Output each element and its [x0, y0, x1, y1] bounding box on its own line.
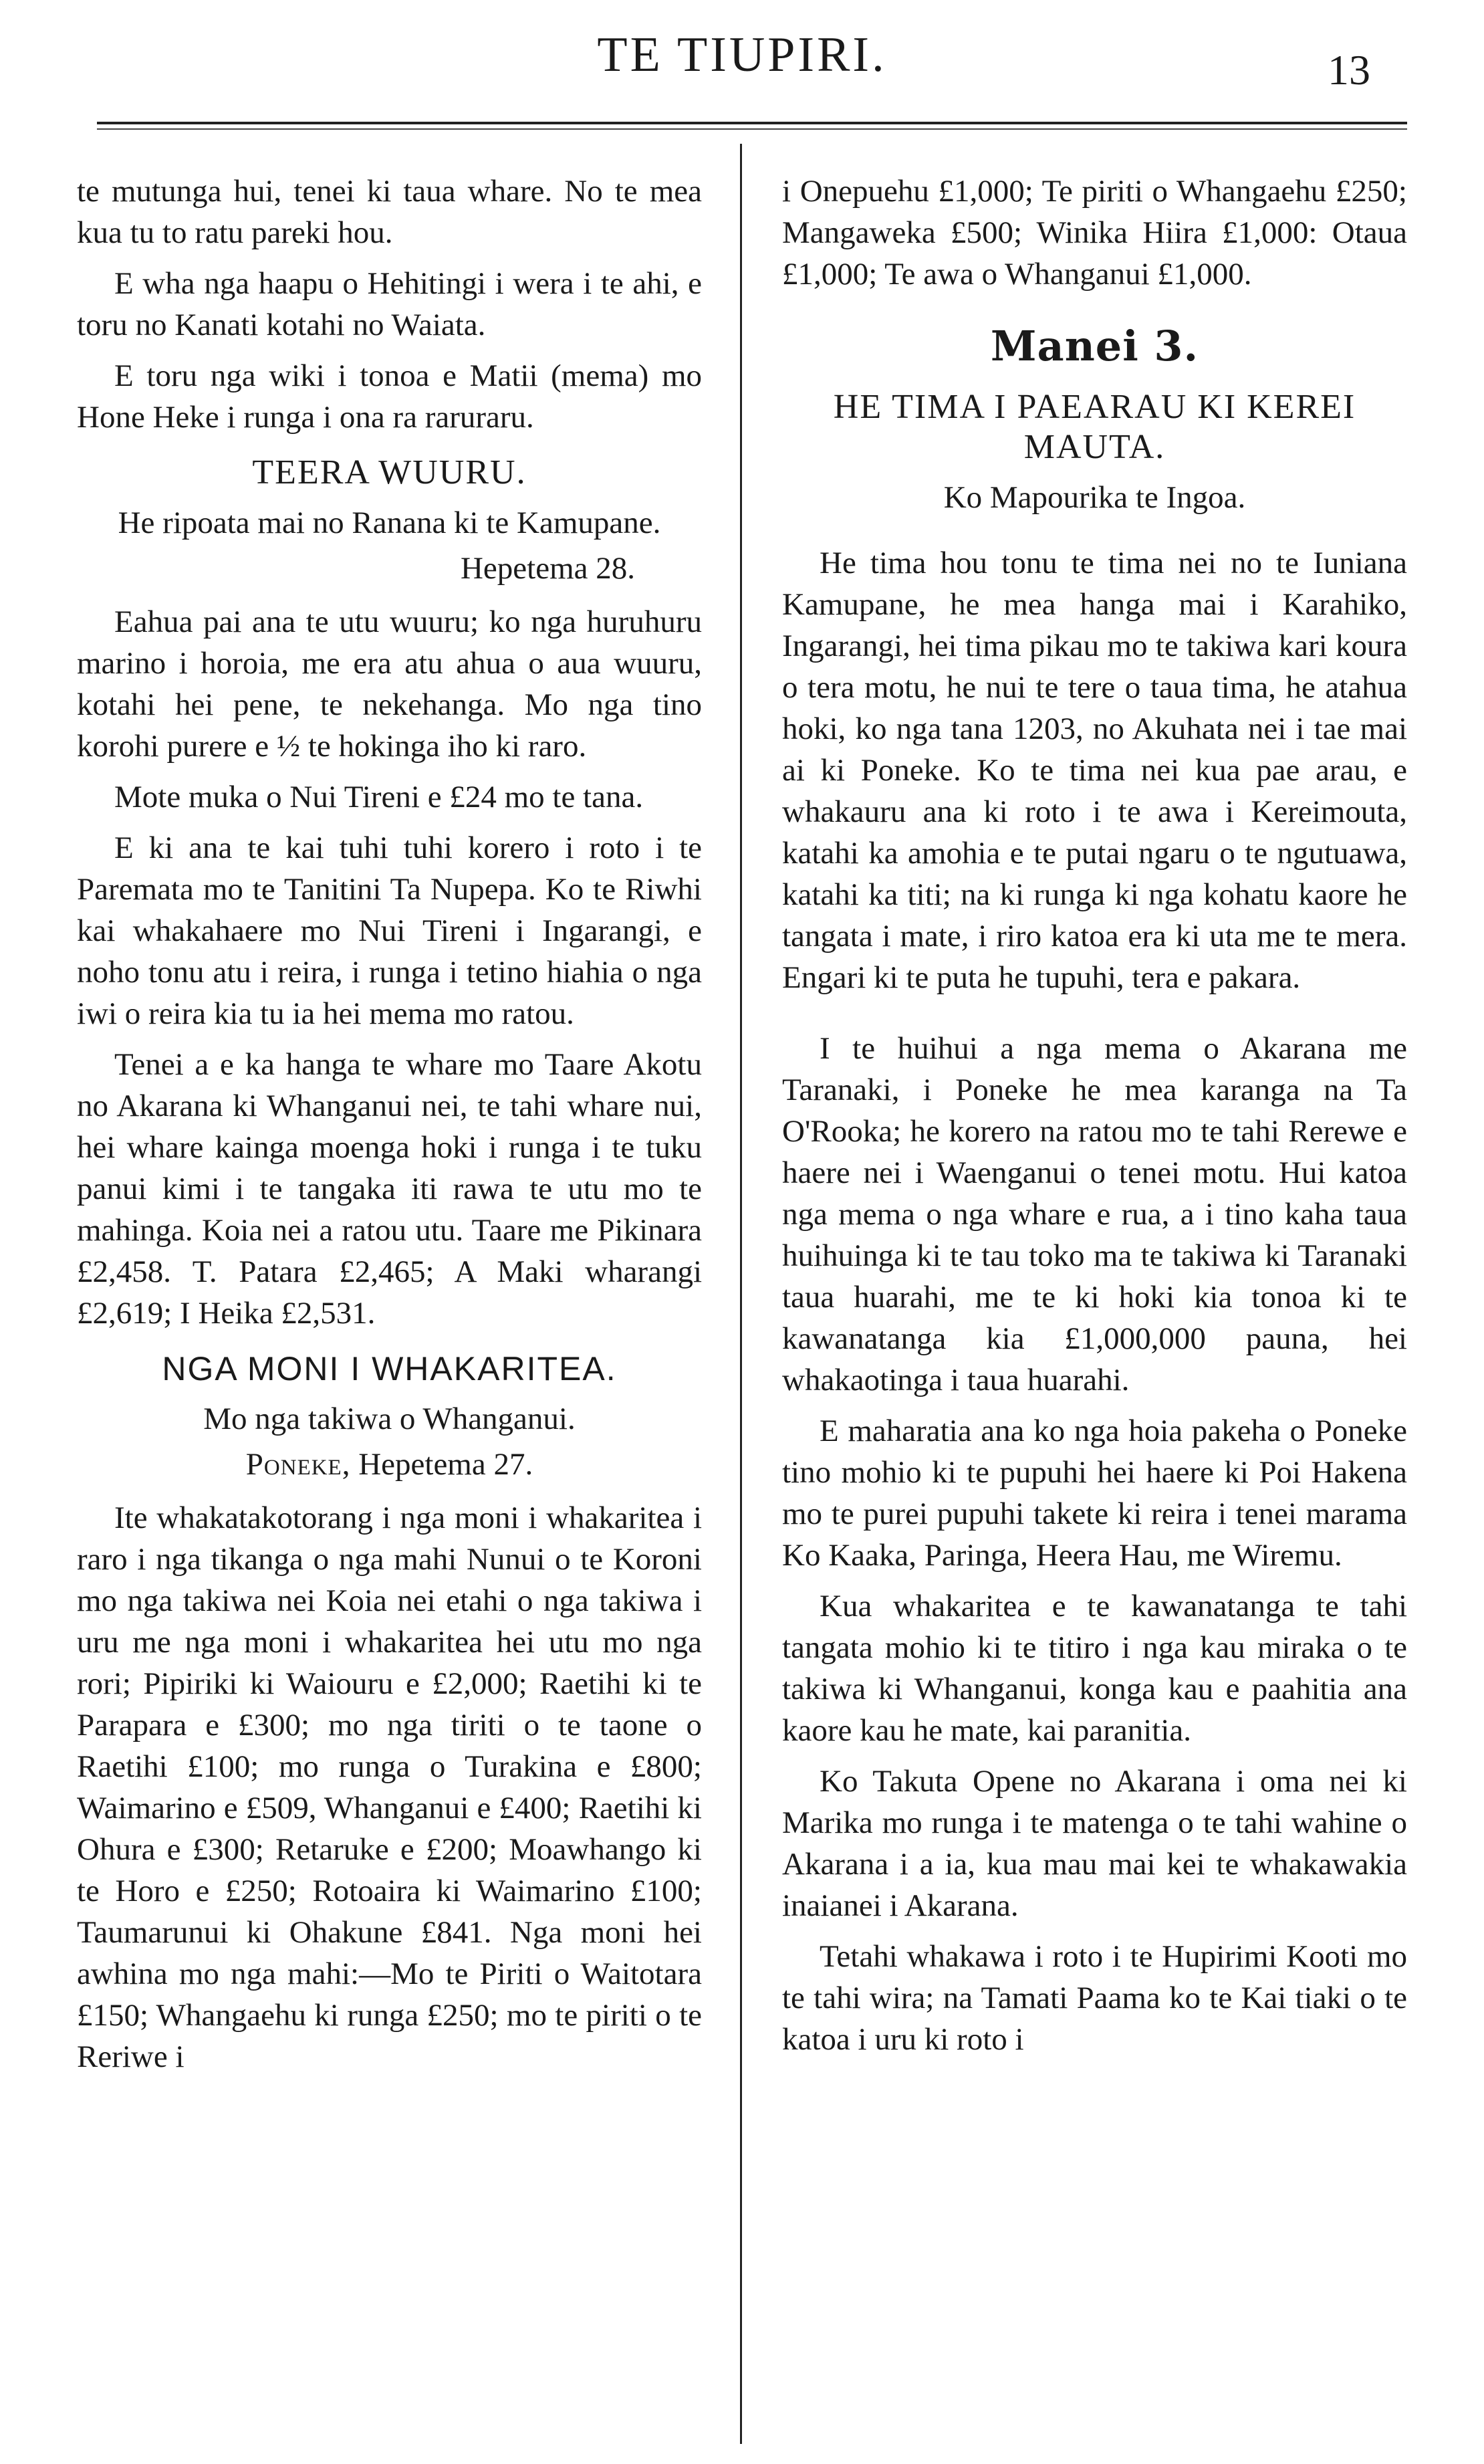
- paragraph: I te huihui a nga mema o Akarana me Taranaki, i Poneke he mea karanga na Ta O'Rooka; he korero na ratou mo te tahi Rerewe e haere nei i Waenganui o tenei motu. Hui katoa nga mema o nga whare e rua, a i tino kaha taua huihuinga ki te tau toko ma te takiwa ki Taranaki taua huarahi, me te ki hoki kia tonoa ki te kawanatanga kia £1,000,000 pauna, hei whakaotinga i taua huarahi.: [782, 1031, 1407, 1397]
- section-subhead: He ripoata mai no Ranana ki te Kamupane.: [118, 506, 661, 540]
- paragraph: Tenei a e ka hanga te whare mo Taare Akotu no Akarana ki Whanganui nei, te tahi whare nui, hei whare kainga moenga hoki i runga i te tuku panui kimi i te tangaka iti rawa te utu mo te mahinga. Koia nei a ratou utu. Taare me Pikinara £2,458. T. Patara £2,465; A Maki wharangi £2,619; I Heika £2,531.: [77, 1047, 702, 1331]
- section-subhead: Mo nga takiwa o Whanganui.: [203, 1402, 576, 1436]
- dateline-place: Poneke,: [245, 1447, 351, 1482]
- paragraph: Ko Takuta Opene no Akarana i oma nei ki Marika mo runga i te matenga o te tahi wahine o Akarana i a ia, kua mau mai kei te whakawakia inaianei i Akarana.: [782, 1764, 1407, 1923]
- paragraph: Tetahi whakawa i roto i te Hupirimi Kooti mo te tahi wira; na Tamati Paama ko te Kai tiaki o te katoa i uru ki roto i: [782, 1939, 1407, 2057]
- paragraph: E wha nga haapu o Hehitingi i wera i te ahi, e toru no Kanati kotahi no Waiata.: [77, 266, 702, 342]
- paragraph: E ki ana te kai tuhi tuhi korero i roto i te Paremata mo te Tanitini Ta Nupepa. Ko te Riwhi kai whakahaere mo Nui Tireni i Ingarangi, e noho tonu atu i reira, i runga i tetino hiahia o nga iwi o reira kia tu ia hei mema mo ratou.: [77, 830, 702, 1031]
- page-header: [0, 27, 1484, 100]
- running-title: TE TIUPIRI.: [597, 27, 887, 82]
- date-heading: Manei 3.: [990, 322, 1199, 370]
- paragraph: E maharatia ana ko nga hoia pakeha o Poneke tino mohio ki te pupuhi hei haere ki Poi Hakena mo te purei pupuhi takete ki reira i tenei marama Ko Kaaka, Paringa, Heera Hau, me Wiremu.: [782, 1414, 1407, 1573]
- page-number: 13: [1328, 46, 1370, 94]
- left-column: [77, 171, 702, 2087]
- section-subhead: Ko Mapourika te Ingoa.: [943, 480, 1246, 515]
- dateline: Hepetema 28.: [460, 551, 635, 586]
- paragraph: Ite whakatakotorang i nga moni i whakaritea i raro i nga tikanga o nga mahi Nunui o te Koroni mo nga takiwa nei Koia nei etahi o nga takiwa i uru me nga moni i whakaritea hei utu mo nga rori; Pipiriki ki Waiouru e £2,000; Raetihi ki te Parapara e £300; mo nga tiriti o te taone o Raetihi £100; mo runga o Turakina e £800; Waimarino e £509, Whanganui e £400; Raetihi ki Ohura e £300; Retaruke e £200; Moawhango ki te Horo e £250; Rotoaira ki Waimarino £100; Taumarunui ki Ohakune £841. Nga moni hei awhina mo nga mahi:—Mo te Piriti o Waitotara £150; Whangaehu ki runga £250; mo te piriti o te Reriwe i: [77, 1500, 702, 2074]
- header-rule: [97, 122, 1407, 124]
- right-column: [782, 171, 1407, 2069]
- paragraph: Kua whakaritea e te kawanatanga te tahi tangata mohio ki te titiro i nga kau miraka o te takiwa ki Whanganui, konga kau e paahitia ana kaore kau he mate, kai paranitia.: [782, 1589, 1407, 1748]
- dateline-date: Hepetema 27.: [358, 1447, 533, 1482]
- section-heading-nga-moni: NGA MONI I WHAKARITEA.: [162, 1350, 617, 1387]
- section-heading-he-tima: HE TIMA I PAEARAU KI KEREI MAUTA.: [833, 388, 1356, 466]
- paragraph: He tima hou tonu te tima nei no te Iuniana Kamupane, he mea hanga mai i Karahiko, Ingarangi, hei tima pikau mo te takiwa kari koura o tera motu, he nui te tere o taua tima, he atahua hoki, ko nga tana 1203, no Akuhata nei i tae mai ai ki Poneke. Ko te tima nei kua pae arau, e whakauru ana ki roto i te awa i Kereimouta, katahi ka amohia e te putai ngaru o te ngutuawa, katahi ka titi; na ki runga ki nga kohatu kaore he tangata i mate, i riro katoa era ki uta me te mera. Engari ki te puta he tupuhi, tera e pakara.: [782, 546, 1407, 995]
- paragraph: te mutunga hui, tenei ki taua whare. No te mea kua tu to ratu pareki hou.: [77, 174, 702, 250]
- section-heading-teera-wuuru: TEERA WUURU.: [252, 453, 527, 491]
- header-rule-secondary: [97, 128, 1407, 130]
- paragraph: Eahua pai ana te utu wuuru; ko nga huruhuru marino i horoia, me era atu ahua o aua wuuru, kotahi hei pene, te nekehanga. Mo nga tino korohi purere e ½ te hokinga iho ki raro.: [77, 604, 702, 764]
- paragraph: Mote muka o Nui Tireni e £24 mo te tana.: [114, 780, 644, 814]
- paragraph: i Onepuehu £1,000; Te piriti o Whangaehu £250; Mangaweka £500; Winika Hiira £1,000: Otaua £1,000; Te awa o Whanganui £1,000.: [782, 174, 1407, 292]
- dateline: [77, 1444, 702, 1485]
- column-divider: [740, 144, 742, 2444]
- paragraph: E toru nga wiki i tonoa e Matii (mema) mo Hone Heke i runga i ona ra raruraru.: [77, 358, 702, 435]
